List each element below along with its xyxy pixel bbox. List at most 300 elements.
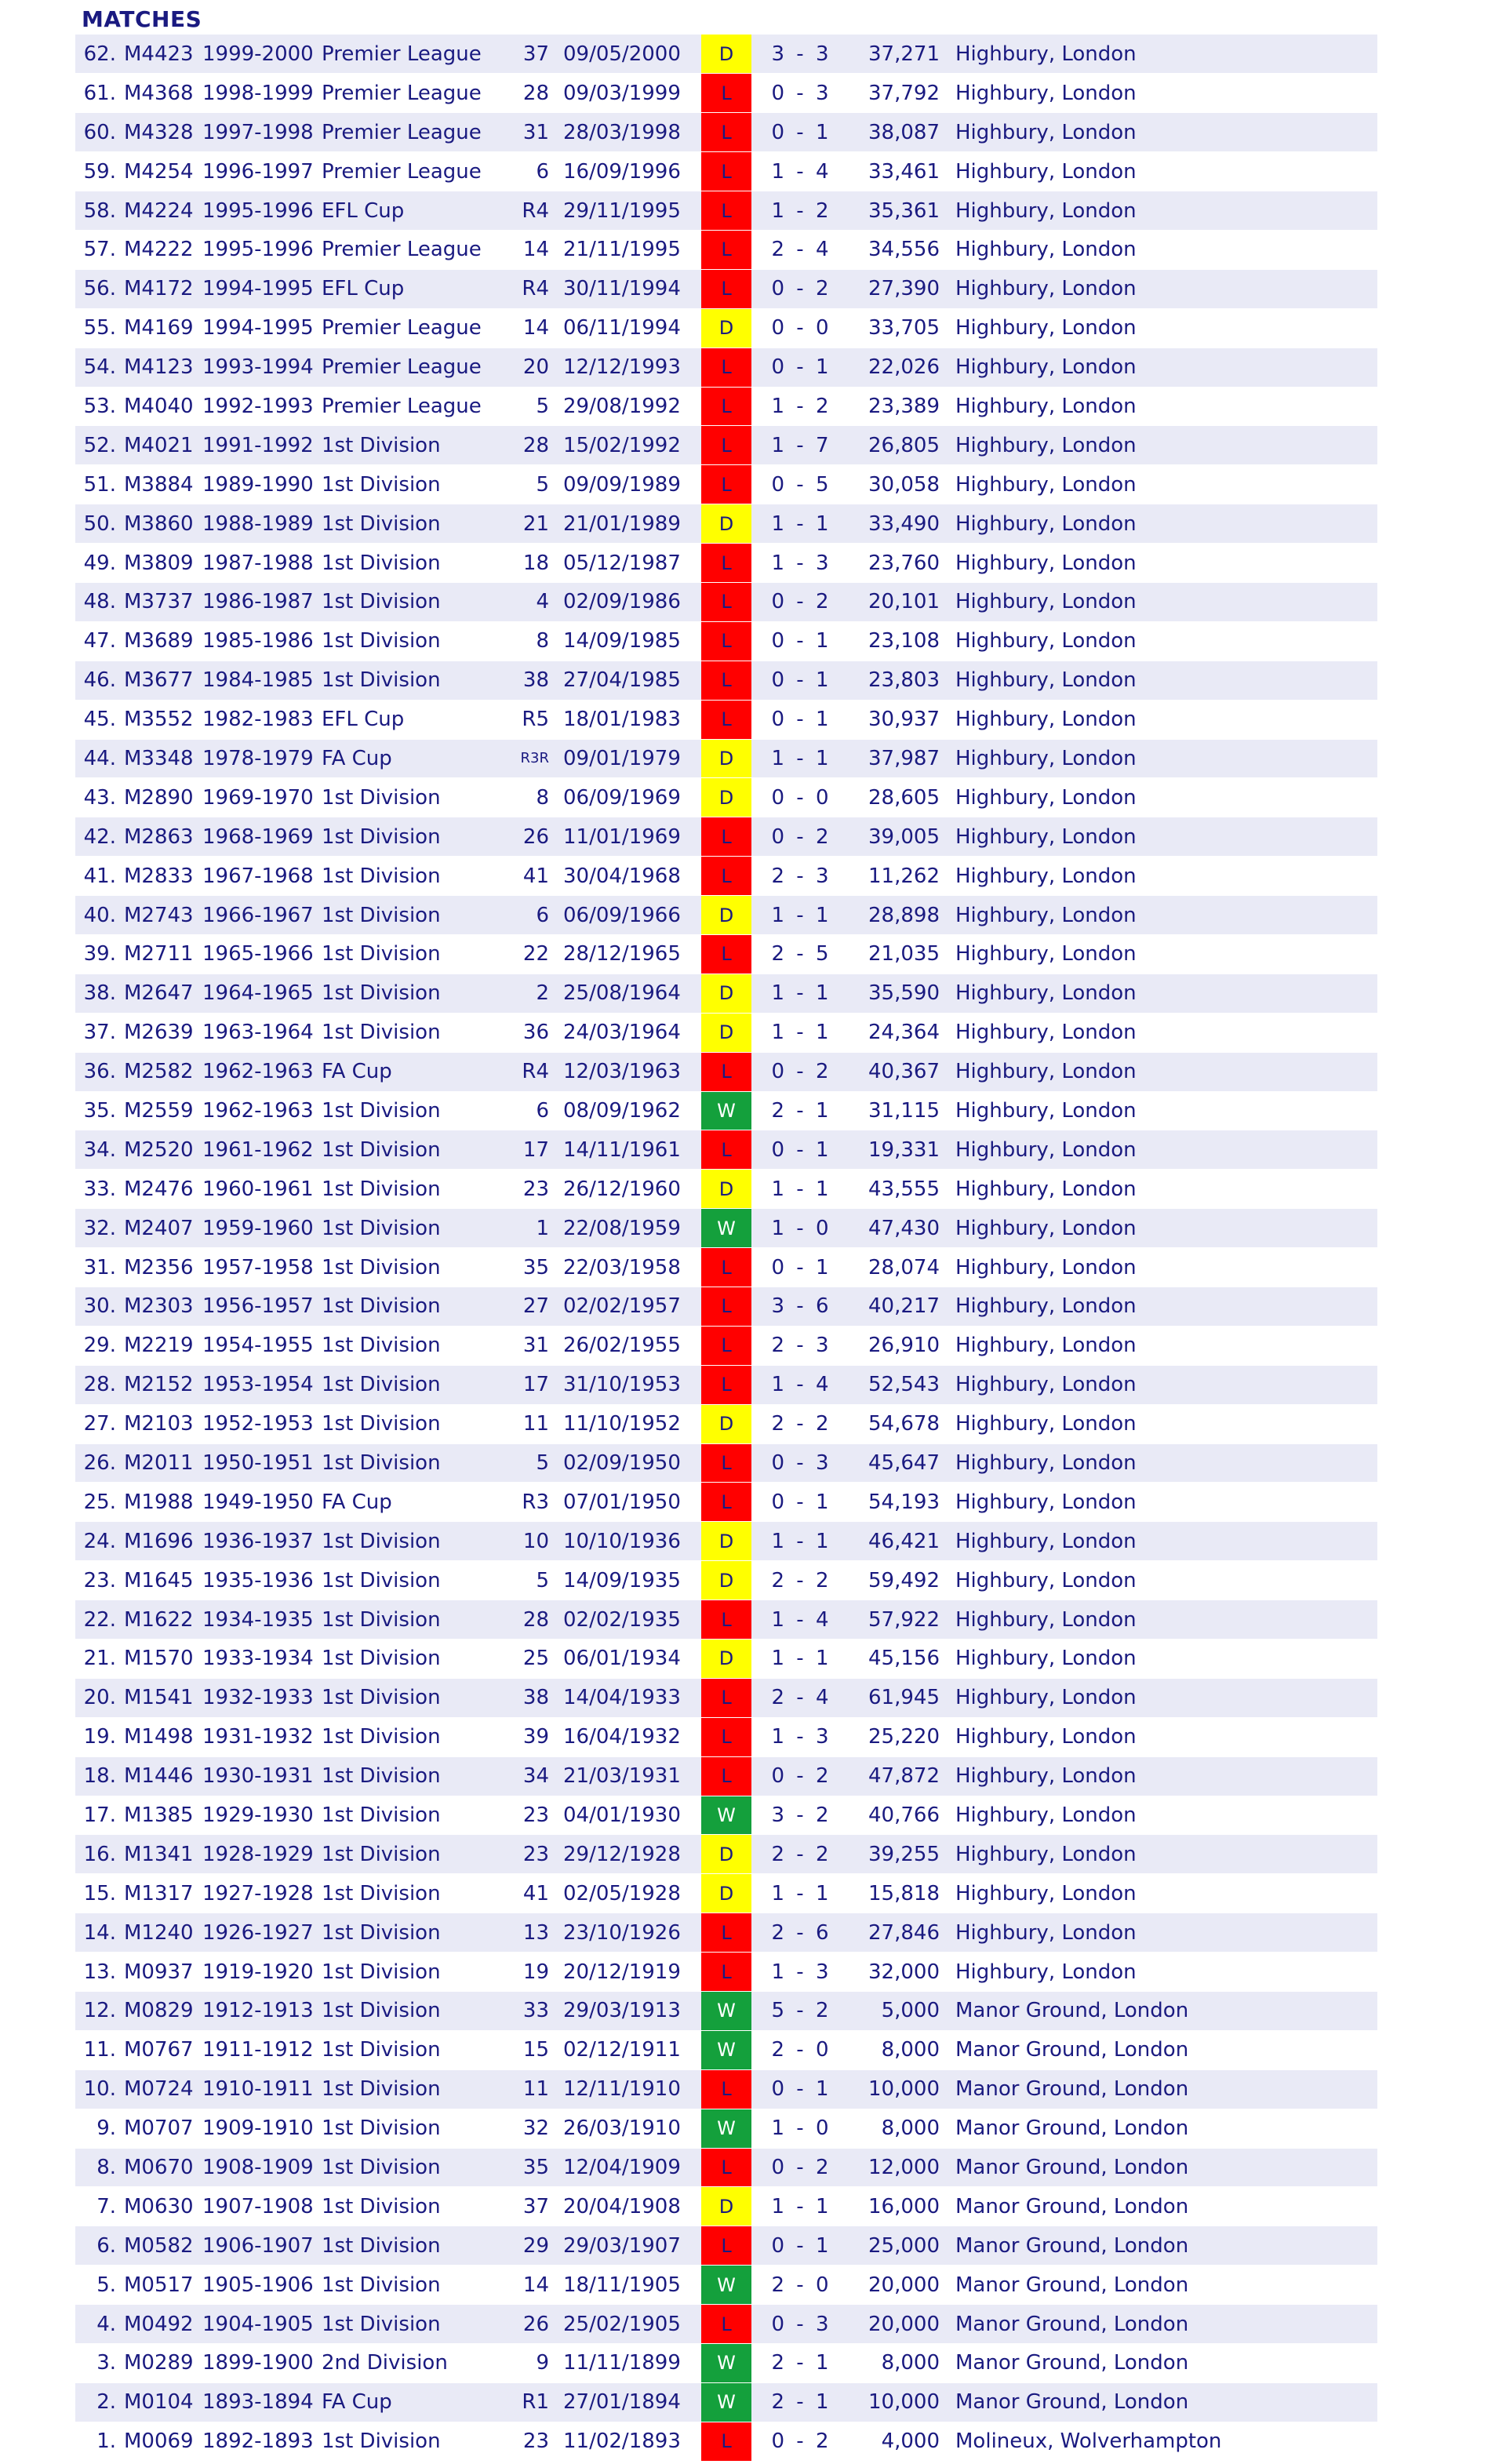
match-number: 28. [75,1365,121,1404]
round: 26 [499,2305,560,2344]
match-date: 16/09/1996 [560,152,701,191]
match-number: 20. [75,1678,121,1717]
season: 1959-1960 [196,1209,317,1248]
competition: 1st Division [317,1287,499,1327]
result-badge: L [701,1365,751,1404]
score-separator: - [784,465,816,504]
match-date: 30/11/1994 [560,269,701,308]
season: 1982-1983 [196,700,317,739]
competition: 1st Division [317,1992,499,2031]
season: 1931-1932 [196,1717,317,1756]
match-code: M1240 [121,1913,196,1953]
score-home: 1 [751,1874,784,1913]
score-away: 0 [816,1209,842,1248]
match-number: 47. [75,621,121,661]
result-badge: L [701,1953,751,1992]
round: R3 [499,1483,560,1522]
attendance: 10,000 [842,2069,952,2109]
score-home: 0 [751,1248,784,1287]
attendance: 28,898 [842,896,952,935]
match-number: 25. [75,1483,121,1522]
score-home: 0 [751,269,784,308]
match-date: 09/03/1999 [560,74,701,113]
competition: 1st Division [317,1170,499,1209]
venue: Highbury, London [952,1170,1377,1209]
result-badge: L [701,152,751,191]
score-separator: - [784,1365,816,1404]
venue: Manor Ground, London [952,2148,1377,2187]
score-separator: - [784,661,816,700]
venue: Highbury, London [952,1796,1377,1835]
match-number: 50. [75,504,121,544]
score-separator: - [784,2069,816,2109]
attendance: 15,818 [842,1874,952,1913]
score-away: 0 [816,2266,842,2305]
score-home: 0 [751,621,784,661]
score-away: 4 [816,230,842,269]
score-away: 3 [816,35,842,74]
match-row [75,1326,1377,1365]
match-code: M1696 [121,1522,196,1561]
match-number: 39. [75,934,121,974]
match-code: M0937 [121,1953,196,1992]
competition: Premier League [317,35,499,74]
venue: Highbury, London [952,896,1377,935]
attendance: 10,000 [842,2382,952,2422]
match-code: M3348 [121,739,196,778]
season: 1985-1986 [196,621,317,661]
season: 1953-1954 [196,1365,317,1404]
season: 1988-1989 [196,504,317,544]
season: 1965-1966 [196,934,317,974]
score-separator: - [784,1013,816,1052]
match-code: M1385 [121,1796,196,1835]
score-separator: - [784,621,816,661]
match-date: 15/02/1992 [560,426,701,465]
match-date: 02/05/1928 [560,1874,701,1913]
result-badge: D [701,1013,751,1052]
venue: Highbury, London [952,700,1377,739]
season: 1934-1935 [196,1600,317,1640]
match-row [75,387,1377,426]
match-number: 17. [75,1796,121,1835]
competition: 1st Division [317,778,499,817]
score-separator: - [784,504,816,544]
result-badge: L [701,1052,751,1091]
match-number: 19. [75,1717,121,1756]
score-home: 5 [751,1992,784,2031]
score-home: 0 [751,661,784,700]
match-row [75,1600,1377,1640]
venue: Highbury, London [952,1052,1377,1091]
result-badge: L [701,1443,751,1483]
round: 32 [499,2109,560,2148]
match-code: M4368 [121,74,196,113]
round: 23 [499,1796,560,1835]
score-separator: - [784,1717,816,1756]
score-away: 1 [816,1874,842,1913]
attendance: 20,000 [842,2305,952,2344]
round: 25 [499,1640,560,1679]
result-badge: L [701,74,751,113]
competition: 1st Division [317,2266,499,2305]
match-row [75,1835,1377,1874]
round: 35 [499,1248,560,1287]
competition: 1st Division [317,426,499,465]
score-away: 1 [816,1640,842,1679]
match-code: M1341 [121,1835,196,1874]
match-code: M0670 [121,2148,196,2187]
venue: Highbury, London [952,1913,1377,1953]
match-date: 04/01/1930 [560,1796,701,1835]
competition: 1st Division [317,1443,499,1483]
competition: FA Cup [317,739,499,778]
venue: Manor Ground, London [952,2187,1377,2226]
match-date: 14/11/1961 [560,1130,701,1170]
venue: Highbury, London [952,778,1377,817]
match-date: 27/04/1985 [560,661,701,700]
competition: EFL Cup [317,269,499,308]
venue: Highbury, London [952,857,1377,896]
score-home: 0 [751,778,784,817]
match-date: 24/03/1964 [560,1013,701,1052]
score-away: 1 [816,739,842,778]
round: R5 [499,700,560,739]
match-date: 12/04/1909 [560,2148,701,2187]
season: 1993-1994 [196,348,317,387]
match-number: 48. [75,582,121,621]
attendance: 33,461 [842,152,952,191]
match-code: M0492 [121,2305,196,2344]
round: 39 [499,1717,560,1756]
result-badge: W [701,1091,751,1130]
match-code: M0707 [121,2109,196,2148]
match-date: 20/12/1919 [560,1953,701,1992]
round: 14 [499,308,560,348]
competition: 1st Division [317,1678,499,1717]
competition: 1st Division [317,1756,499,1796]
match-number: 15. [75,1874,121,1913]
match-date: 02/09/1986 [560,582,701,621]
score-separator: - [784,1992,816,2031]
round: 27 [499,1287,560,1327]
match-code: M1988 [121,1483,196,1522]
score-separator: - [784,1953,816,1992]
match-number: 16. [75,1835,121,1874]
match-date: 30/04/1968 [560,857,701,896]
round: 19 [499,1953,560,1992]
round: 22 [499,934,560,974]
result-badge: L [701,1756,751,1796]
competition: Premier League [317,348,499,387]
match-code: M2011 [121,1443,196,1483]
season: 1995-1996 [196,191,317,231]
score-away: 1 [816,661,842,700]
score-away: 3 [816,1953,842,1992]
season: 1964-1965 [196,974,317,1013]
score-separator: - [784,896,816,935]
season: 1910-1911 [196,2069,317,2109]
match-date: 07/01/1950 [560,1483,701,1522]
attendance: 27,846 [842,1913,952,1953]
venue: Highbury, London [952,1483,1377,1522]
match-number: 22. [75,1600,121,1640]
result-badge: L [701,2226,751,2266]
season: 1892-1893 [196,2422,317,2461]
match-row [75,1013,1377,1052]
match-row [75,1522,1377,1561]
result-badge: L [701,1248,751,1287]
match-date: 26/02/1955 [560,1326,701,1365]
competition: Premier League [317,152,499,191]
score-separator: - [784,1835,816,1874]
competition: 1st Division [317,544,499,583]
score-separator: - [784,1170,816,1209]
season: 1935-1936 [196,1561,317,1600]
match-code: M4254 [121,152,196,191]
season: 1997-1998 [196,113,317,152]
match-row [75,1913,1377,1953]
score-away: 1 [816,1170,842,1209]
score-away: 5 [816,934,842,974]
competition: FA Cup [317,1483,499,1522]
match-code: M2476 [121,1170,196,1209]
score-away: 6 [816,1287,842,1327]
match-row [75,896,1377,935]
score-home: 1 [751,739,784,778]
score-separator: - [784,348,816,387]
match-code: M4328 [121,113,196,152]
match-date: 02/12/1911 [560,2030,701,2069]
match-date: 09/05/2000 [560,35,701,74]
score-away: 2 [816,2422,842,2461]
round: 13 [499,1913,560,1953]
result-badge: L [701,230,751,269]
score-home: 0 [751,700,784,739]
round: 37 [499,2187,560,2226]
round: R4 [499,269,560,308]
match-code: M3552 [121,700,196,739]
round: 36 [499,1013,560,1052]
score-home: 1 [751,974,784,1013]
score-separator: - [784,857,816,896]
venue: Highbury, London [952,1365,1377,1404]
match-date: 06/09/1969 [560,778,701,817]
round: 37 [499,35,560,74]
attendance: 30,937 [842,700,952,739]
score-home: 0 [751,308,784,348]
venue: Highbury, London [952,35,1377,74]
round: 31 [499,1326,560,1365]
result-badge: D [701,778,751,817]
result-badge: L [701,817,751,857]
season: 1994-1995 [196,308,317,348]
venue: Highbury, London [952,1561,1377,1600]
match-date: 28/03/1998 [560,113,701,152]
match-date: 02/02/1935 [560,1600,701,1640]
result-badge: D [701,1404,751,1443]
competition: EFL Cup [317,191,499,231]
competition: 1st Division [317,1522,499,1561]
score-away: 2 [816,1835,842,1874]
match-row [75,113,1377,152]
match-date: 06/01/1934 [560,1640,701,1679]
score-away: 1 [816,113,842,152]
score-away: 4 [816,1600,842,1640]
competition: 1st Division [317,1561,499,1600]
match-date: 21/03/1931 [560,1756,701,1796]
round: 6 [499,1091,560,1130]
match-date: 12/03/1963 [560,1052,701,1091]
competition: Premier League [317,113,499,152]
venue: Highbury, London [952,1678,1377,1717]
venue: Highbury, London [952,1209,1377,1248]
match-row [75,2305,1377,2344]
score-separator: - [784,739,816,778]
match-date: 29/03/1913 [560,1992,701,2031]
match-code: M1570 [121,1640,196,1679]
season: 1999-2000 [196,35,317,74]
match-date: 16/04/1932 [560,1717,701,1756]
score-away: 1 [816,1522,842,1561]
score-home: 2 [751,1835,784,1874]
match-number: 32. [75,1209,121,1248]
match-date: 06/09/1966 [560,896,701,935]
match-number: 45. [75,700,121,739]
venue: Manor Ground, London [952,1992,1377,2031]
venue: Highbury, London [952,661,1377,700]
season: 1936-1937 [196,1522,317,1561]
score-home: 0 [751,74,784,113]
competition: 1st Division [317,1365,499,1404]
round: 11 [499,2069,560,2109]
venue: Highbury, London [952,269,1377,308]
score-home: 1 [751,504,784,544]
score-home: 0 [751,2148,784,2187]
score-separator: - [784,2226,816,2266]
competition: 1st Division [317,2187,499,2226]
attendance: 26,910 [842,1326,952,1365]
score-home: 1 [751,544,784,583]
match-number: 54. [75,348,121,387]
result-badge: D [701,1835,751,1874]
result-badge: W [701,2382,751,2422]
match-date: 11/10/1952 [560,1404,701,1443]
venue: Highbury, London [952,191,1377,231]
score-away: 1 [816,2187,842,2226]
match-code: M0289 [121,2344,196,2383]
score-home: 0 [751,582,784,621]
result-badge: L [701,1678,751,1717]
match-row [75,1717,1377,1756]
season: 1911-1912 [196,2030,317,2069]
score-separator: - [784,269,816,308]
competition: 1st Division [317,2030,499,2069]
score-separator: - [784,1678,816,1717]
match-row [75,1130,1377,1170]
score-separator: - [784,2422,816,2461]
result-badge: L [701,1483,751,1522]
round: 33 [499,1992,560,2031]
match-row [75,1561,1377,1600]
score-separator: - [784,2266,816,2305]
score-home: 0 [751,1483,784,1522]
round: 5 [499,465,560,504]
match-code: M2219 [121,1326,196,1365]
attendance: 37,271 [842,35,952,74]
result-badge: L [701,2422,751,2461]
attendance: 23,803 [842,661,952,700]
attendance: 59,492 [842,1561,952,1600]
score-separator: - [784,426,816,465]
attendance: 39,255 [842,1835,952,1874]
attendance: 22,026 [842,348,952,387]
score-home: 2 [751,1091,784,1130]
score-separator: - [784,934,816,974]
match-row [75,1756,1377,1796]
score-away: 2 [816,1796,842,1835]
score-away: 7 [816,426,842,465]
match-number: 62. [75,35,121,74]
match-row [75,35,1377,74]
score-away: 2 [816,582,842,621]
score-separator: - [784,1326,816,1365]
match-row [75,778,1377,817]
competition: 1st Division [317,896,499,935]
match-date: 09/01/1979 [560,739,701,778]
match-code: M1622 [121,1600,196,1640]
score-separator: - [784,1209,816,1248]
score-home: 1 [751,426,784,465]
match-number: 21. [75,1640,121,1679]
match-row [75,504,1377,544]
match-row [75,1209,1377,1248]
score-home: 1 [751,896,784,935]
attendance: 28,605 [842,778,952,817]
venue: Highbury, London [952,974,1377,1013]
score-separator: - [784,778,816,817]
match-row [75,1992,1377,2031]
score-separator: - [784,74,816,113]
attendance: 35,590 [842,974,952,1013]
competition: 1st Division [317,1248,499,1287]
attendance: 21,035 [842,934,952,974]
result-badge: D [701,308,751,348]
round: 1 [499,1209,560,1248]
score-away: 1 [816,700,842,739]
competition: 1st Division [317,1913,499,1953]
match-code: M1317 [121,1874,196,1913]
attendance: 47,872 [842,1756,952,1796]
match-code: M1645 [121,1561,196,1600]
match-number: 6. [75,2226,121,2266]
match-date: 21/11/1995 [560,230,701,269]
score-home: 0 [751,2305,784,2344]
round: 5 [499,387,560,426]
season: 1962-1963 [196,1052,317,1091]
match-row [75,230,1377,269]
round: 31 [499,113,560,152]
match-code: M0069 [121,2422,196,2461]
match-number: 37. [75,1013,121,1052]
season: 1957-1958 [196,1248,317,1287]
match-date: 27/01/1894 [560,2382,701,2422]
venue: Highbury, London [952,1874,1377,1913]
match-date: 18/01/1983 [560,700,701,739]
result-badge: D [701,35,751,74]
result-badge: L [701,426,751,465]
match-number: 34. [75,1130,121,1170]
